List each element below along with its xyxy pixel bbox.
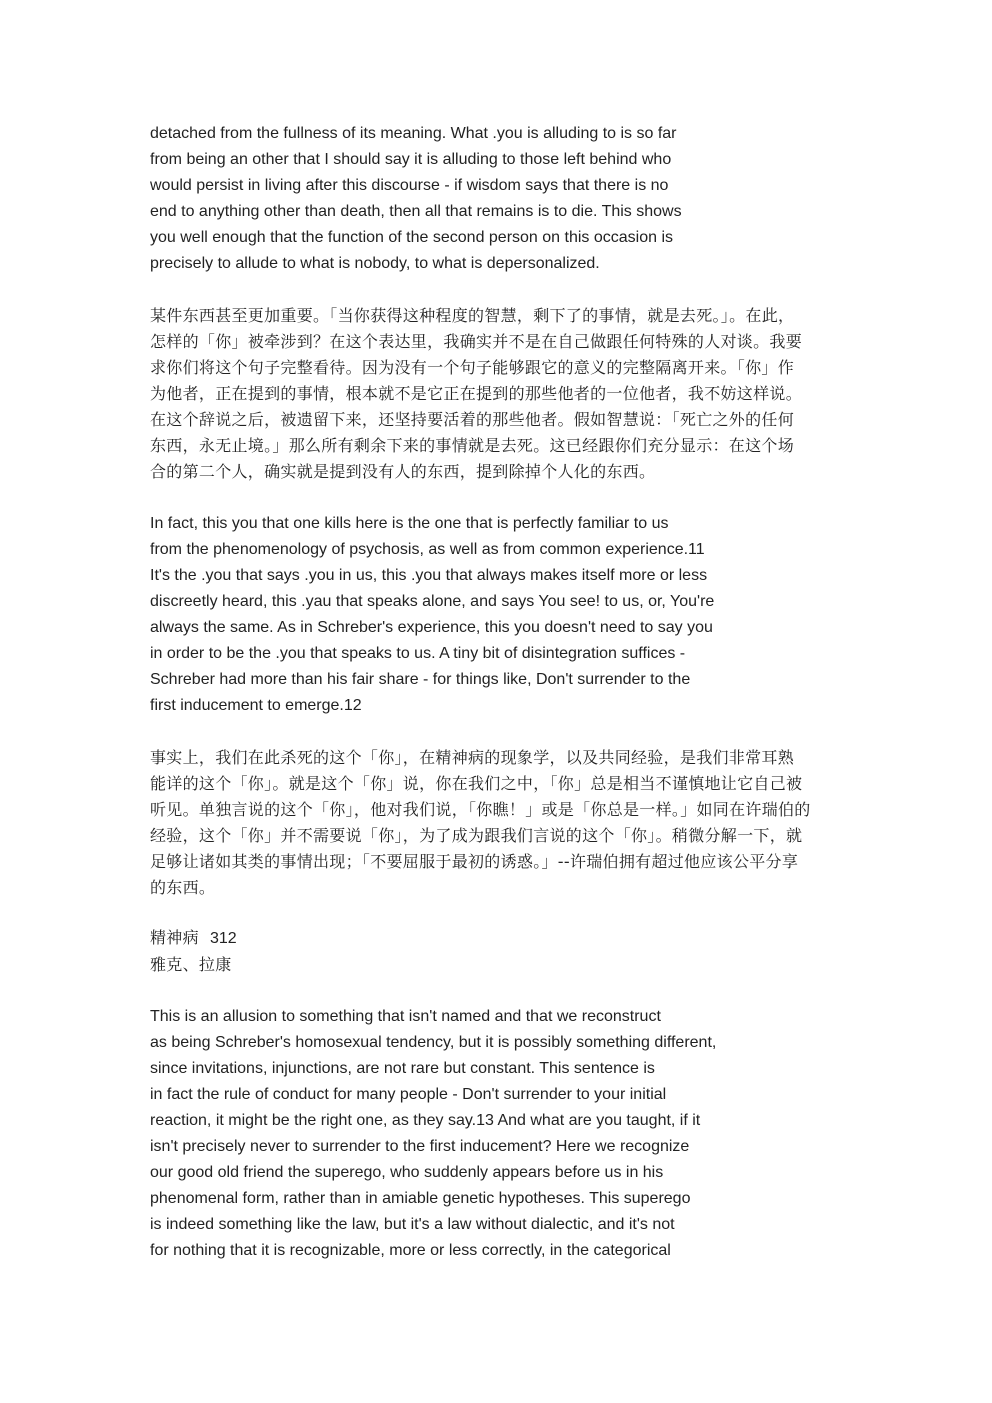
text-line: In fact, this you that one kills here is the one that is perfectly familiar to us <box>150 515 669 532</box>
chinese-paragraph-1 <box>150 303 850 485</box>
text-line: end to anything other than death, then all that remains is to die. This shows <box>150 203 682 220</box>
text-line: 合的第二个人，确实就是提到没有人的东西，提到除掉个人化的东西。 <box>150 462 656 481</box>
author-name: 雅克、拉康 <box>150 955 232 974</box>
text-line: 听见。单独言说的这个「你」，他对我们说，「你瞧！」或是「你总是一样。」如同在许瑞伯的 <box>150 800 811 819</box>
book-and-page <box>150 925 850 952</box>
text-line: 事实上，我们在此杀死的这个「你」，在精神病的现象学，以及共同经验，是我们非常耳熟 <box>150 748 795 767</box>
text-line: in order to be the .you that speaks to us. A tiny bit of disintegration suffices - <box>150 645 686 662</box>
text-line: 足够让诸如其类的事情出现；「不要屈服于最初的诱惑。」--许瑞伯拥有超过他应该公平分享 <box>150 852 799 871</box>
text-line: from the phenomenology of psychosis, as well as from common experience.11 <box>150 541 705 558</box>
text-line: as being Schreber's homosexual tendency, but it is possibly something different, <box>150 1034 717 1051</box>
text-line: isn't precisely never to surrender to the first inducement? Here we recognize <box>150 1138 690 1155</box>
page-footer <box>150 925 850 978</box>
text-line: for nothing that it is recognizable, more or less correctly, in the categorical <box>150 1242 671 1259</box>
text-line: our good old friend the superego, who suddenly appears before us in his <box>150 1164 664 1181</box>
text-line: from being an other that I should say it is alluding to those left behind who <box>150 151 672 168</box>
text-line: 某件东西甚至更加重要。「当你获得这种程度的智慧，剩下了的事情，就是去死。」。在此， <box>150 306 795 325</box>
text-line: since invitations, injunctions, are not rare but constant. This sentence is <box>150 1060 655 1077</box>
text-line: This is an allusion to something that isn't named and that we reconstruct <box>150 1008 661 1025</box>
text-line: It's the .you that says .you in us, this .you that always makes itself more or less <box>150 567 708 584</box>
text-line: discreetly heard, this .yau that speaks alone, and says You see! to us, or, You're <box>150 593 715 610</box>
text-line: 在这个辞说之后，被遗留下来，还坚持要活着的那些他者。假如智慧说：「死亡之外的任何 <box>150 410 795 429</box>
text-line: phenomenal form, rather than in amiable genetic hypotheses. This superego <box>150 1190 691 1207</box>
text-line: 求你们将这个句子完整看待。因为没有一个句子能够跟它的意义的完整隔离开来。「你」作 <box>150 358 795 377</box>
text-line: first inducement to emerge.12 <box>150 697 362 714</box>
text-line: would persist in living after this discourse - if wisdom says that there is no <box>150 177 669 194</box>
text-line: precisely to allude to what is nobody, to what is depersonalized. <box>150 255 600 272</box>
text-line: in fact the rule of conduct for many people - Don't surrender to your initial <box>150 1086 667 1103</box>
text-line: 经验，这个「你」并不需要说「你」，为了成为跟我们言说的这个「你」。稍微分解一下，就 <box>150 826 803 845</box>
english-paragraph-2 <box>150 511 850 719</box>
text-line: you well enough that the function of the second person on this occasion is <box>150 229 674 246</box>
text-line: 为他者，正在提到的事情，根本就不是它正在提到的那些他者的一位他者，我不妨这样说。 <box>150 384 803 403</box>
document-page <box>150 121 850 1264</box>
text-line: detached from the fullness of its meaning. What .you is alluding to is so far <box>150 125 677 142</box>
text-line: is indeed something like the law, but it's a law without dialectic, and it's not <box>150 1216 675 1233</box>
text-line: 怎样的「你」被牵涉到？在这个表达里，我确实并不是在自己做跟任何特殊的人对谈。我要 <box>150 332 803 351</box>
page-number: 312 <box>210 930 237 947</box>
text-line: 东西，永无止境。」那么所有剩余下来的事情就是去死。这已经跟你们充分显示：在这个场 <box>150 436 795 455</box>
text-line: Schreber had more than his fair share - for things like, Don't surrender to the <box>150 671 691 688</box>
text-line: always the same. As in Schreber's experience, this you doesn't need to say you <box>150 619 713 636</box>
text-line: 能详的这个「你」。就是这个「你」说，你在我们之中，「你」总是相当不谨慎地让它自己被 <box>150 774 803 793</box>
text-line: reaction, it might be the right one, as they say.13 And what are you taught, if it <box>150 1112 701 1129</box>
text-line: 的东西。 <box>150 878 216 897</box>
chinese-paragraph-2 <box>150 745 850 901</box>
english-paragraph-1 <box>150 121 850 277</box>
english-paragraph-3 <box>150 1004 850 1264</box>
book-title: 精神病 <box>150 928 199 947</box>
